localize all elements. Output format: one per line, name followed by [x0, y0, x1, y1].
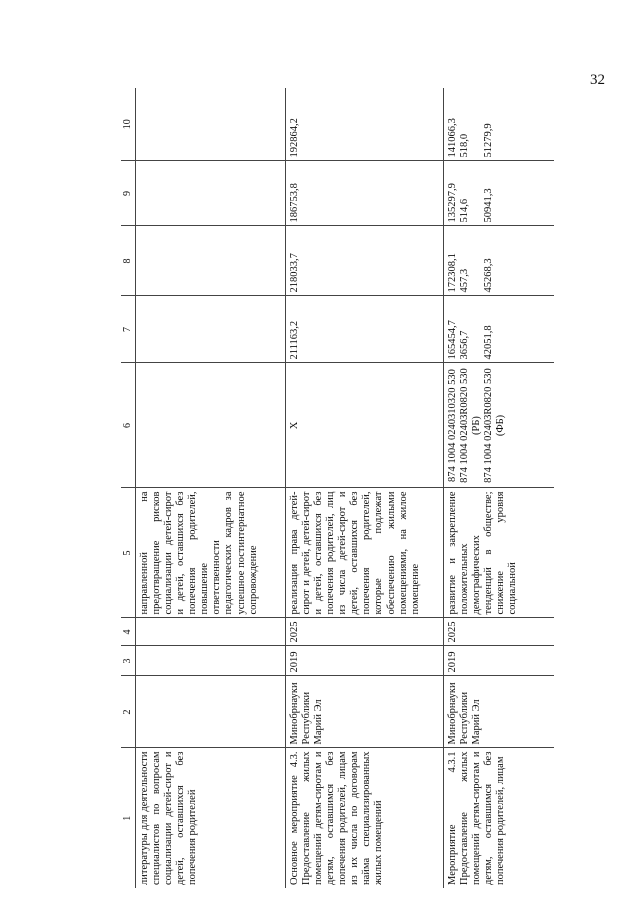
- amount-value: [471, 165, 483, 223]
- col-header-8: 8: [121, 226, 136, 296]
- amount-value: [471, 91, 483, 158]
- amount-value: 172308,1: [447, 253, 458, 293]
- amount-value: 45268,3: [483, 258, 495, 293]
- amount-value: 186753,8: [289, 183, 300, 223]
- amount-value: [471, 300, 483, 360]
- amount-value: 135297,9: [447, 183, 458, 223]
- cell-end-year: 2025: [286, 618, 444, 646]
- cell-measure-name: Основное мероприятие 4.3. Предоставление жилых помещений детям-сиротам и детям, оставшимся без попечения родителей, лицам из их числа по договорам найма специализированных жилых помещений: [286, 748, 444, 888]
- cell-executor: Минобрнауки Республики Марий Эл: [286, 676, 444, 748]
- amount-value: 3656,7: [459, 330, 471, 360]
- cell-amount-2019: [136, 296, 286, 363]
- amount-value: 165454,7: [447, 320, 458, 360]
- amount-value: 457,3: [459, 268, 471, 293]
- amount-value: 51279,9: [483, 123, 495, 158]
- col-header-10: 10: [121, 88, 136, 161]
- cell-expected-result: реализация права детей-сирот и детей, детей-сирот и детей, оставшихся без попечения родителей, лиц из числа детей-сирот и детей, оставшихся без попечения родителей, которые подлежат обеспечению жилыми помещениями, на жилое помещение: [286, 488, 444, 618]
- budget-code-line: (ФБ): [495, 414, 507, 437]
- cell-amount-2021: [444, 161, 554, 226]
- cell-amount-2019: [444, 296, 554, 363]
- cell-amount-2020: [444, 226, 554, 296]
- cell-amount-2022: [286, 88, 444, 161]
- page-number: 32: [590, 72, 605, 88]
- table-row: [286, 88, 444, 888]
- budget-code-mark: X: [289, 421, 300, 430]
- cell-measure-name: Мероприятие 4.3.1 Предоставление жилых помещений детям-сиротам и детям, оставшимся без попечения родителей, лицам: [444, 748, 554, 888]
- col-header-9: 9: [121, 161, 136, 226]
- cell-executor: [136, 676, 286, 748]
- cell-amount-2021: [286, 161, 444, 226]
- budget-code-line: (РБ): [471, 416, 483, 435]
- cell-amount-2020: [286, 226, 444, 296]
- amount-value: 141066,3: [447, 118, 458, 158]
- cell-amount-2022: [136, 88, 286, 161]
- amount-value: 211163,2: [289, 320, 300, 360]
- header-row: [121, 88, 136, 888]
- budget-code-line: 874 1004 0240310320 530: [447, 369, 458, 482]
- program-table: [121, 88, 554, 888]
- amount-value: 192864,2: [289, 118, 300, 158]
- col-header-3: 3: [121, 646, 136, 676]
- cell-budget-code: [286, 363, 444, 488]
- amount-value: 514,6: [459, 198, 471, 223]
- table-row: [136, 88, 286, 888]
- cell-expected-result: развитие и закрепление положительных демографических тенденций в обществе; снижение уровня социальной: [444, 488, 554, 618]
- cell-measure-name: литературы для деятельности специалистов по вопросам социализации детей-сирот и детей, оставшихся без попечения родителей: [136, 748, 286, 888]
- budget-code-line: 874 1004 02403R0820 530: [483, 368, 495, 483]
- col-header-2: 2: [121, 676, 136, 748]
- cell-start-year: 2019: [444, 646, 554, 676]
- cell-expected-result: направленной на предотвращение рисков социализации детей-сирот и детей, оставшихся без попечения родителей, повышение ответственности педагогических кадров за успешное постинтернатное сопровождение: [136, 488, 286, 618]
- cell-end-year: 2025: [444, 618, 554, 646]
- amount-value: [471, 230, 483, 293]
- col-header-1: 1: [121, 748, 136, 888]
- col-header-6: 6: [121, 363, 136, 488]
- rotated-table-container: [121, 88, 561, 888]
- amount-value: 518,0: [459, 133, 471, 158]
- col-header-4: 4: [121, 618, 136, 646]
- cell-amount-2019: [286, 296, 444, 363]
- col-header-5: 5: [121, 488, 136, 618]
- table-row: [444, 88, 554, 888]
- cell-start-year: 2019: [286, 646, 444, 676]
- amount-value: 218033,7: [289, 253, 300, 293]
- cell-budget-code: [444, 363, 554, 488]
- amount-value: 42051,8: [483, 325, 495, 360]
- amount-value: 50941,3: [483, 188, 495, 223]
- cell-budget-code: [136, 363, 286, 488]
- cell-executor: Минобрнауки Республики Марий Эл: [444, 676, 554, 748]
- budget-code-line: 874 1004 02403R0820 530: [459, 368, 471, 483]
- cell-end-year: [136, 618, 286, 646]
- cell-amount-2020: [136, 226, 286, 296]
- cell-amount-2022: [444, 88, 554, 161]
- cell-start-year: [136, 646, 286, 676]
- col-header-7: 7: [121, 296, 136, 363]
- cell-amount-2021: [136, 161, 286, 226]
